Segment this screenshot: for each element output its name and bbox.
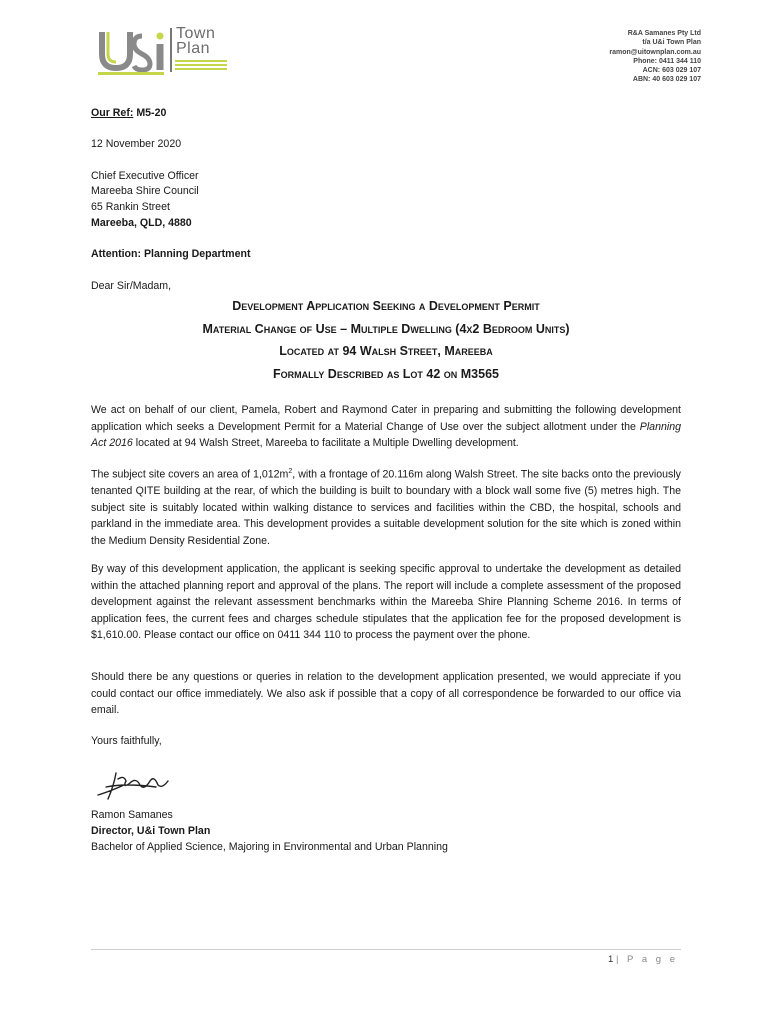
- logo-accent-bars: [175, 60, 227, 72]
- subject-heading-2: Material Change of Use – Multiple Dwelling (4x2 Bedroom Units): [202, 322, 570, 336]
- company-name: R&A Samanes Pty Ltd: [627, 30, 701, 37]
- subject-heading-1: Development Application Seeking a Development Permit: [232, 299, 540, 313]
- our-reference: [91, 107, 166, 120]
- company-trading-as: t/a U&i Town Plan: [642, 39, 701, 47]
- ui-logo-mark: [98, 22, 238, 82]
- company-abn: ABN: 40 603 029 107: [632, 76, 701, 84]
- letter-date: 12 November 2020: [91, 138, 182, 150]
- page-label: | P a g e: [615, 954, 678, 965]
- addressee-line-4: Mareeba, QLD, 4880: [91, 217, 192, 229]
- salutation: Dear Sir/Madam,: [91, 280, 172, 292]
- attention-line: Attention: Planning Department: [91, 248, 251, 260]
- company-phone: Phone: 0411 344 110: [633, 57, 701, 65]
- closing: Yours faithfully,: [91, 735, 162, 747]
- ref-label: Our Ref:: [91, 107, 134, 119]
- logo-wordmark: [176, 26, 215, 56]
- page-number-value: 1: [608, 954, 614, 965]
- signer-title: Director, U&i Town Plan: [91, 825, 211, 837]
- paragraph-2: The subject site covers an area of $1,012m^2$, with a frontage of 20.116m along Walsh Street. The site backs onto the previously tenanted QITE building at the rear, of which the building is built to boundary with a block wall some five (5) metres high. The subject site is suitably located within walking distance to services and facilities within the CBD, the hospital, schools and parkland in the immediate area. This development provides a suitable development solution for the site which is zoned within the Medium Density Residential Zone.: [91, 468, 681, 547]
- company-details: [609, 29, 701, 85]
- paragraph-3: By way of this development application, the applicant is seeking specific approval to undertake the development as detailed within the attached planning report and approval of the plans. The report will include a complete assessment of the proposed development against the relevant assessment benchmarks within the Mareeba Shire Planning Scheme 2016. In terms of application fees, the current fees and charges schedule stipulates that the application fee for the proposed development is $1,610.00. Please contact our office on 0411 344 110 to process the payment over the phone.: [91, 563, 681, 642]
- signer-qualification: Bachelor of Applied Science, Majoring in Environmental and Urban Planning: [91, 841, 448, 853]
- handwritten-signature: [96, 765, 176, 805]
- company-acn: ACN: 603 029 107: [642, 67, 701, 75]
- subject-heading-3: Located at 94 Walsh Street, Mareeba: [279, 344, 493, 358]
- addressee-line-1: Chief Executive Officer: [91, 170, 199, 182]
- logo-divider: [170, 28, 172, 72]
- logo-town-text: Town: [176, 25, 216, 42]
- signer-name: Ramon Samanes: [91, 809, 173, 821]
- logo-plan-text: Plan: [176, 40, 211, 57]
- paragraph-1: We act on behalf of our client, Pamela, Robert and Raymond Cater in preparing and submitting the following development application which seeks a Development Permit for a Material Change of Use over the subject allotment under the Planning Act 2016 located at 94 Walsh Street, Mareeba to facilitate a Multiple Dwelling development.: [91, 404, 681, 450]
- addressee-line-3: 65 Rankin Street: [91, 201, 170, 213]
- ref-value: M5-20: [136, 107, 167, 119]
- addressee-line-2: Mareeba Shire Council: [91, 185, 199, 197]
- subject-heading-4: Formally Described as Lot 42 on M3565: [273, 367, 499, 381]
- page-number: [608, 954, 678, 965]
- company-email: ramon@uitownplan.com.au: [609, 48, 701, 56]
- paragraph-4: Should there be any questions or queries in relation to the development application presented, we would appreciate if you could contact our office immediately. We also ask if possible that a copy of all correspondence be forwarded to our office via email.: [91, 671, 681, 717]
- footer-divider: [91, 949, 681, 950]
